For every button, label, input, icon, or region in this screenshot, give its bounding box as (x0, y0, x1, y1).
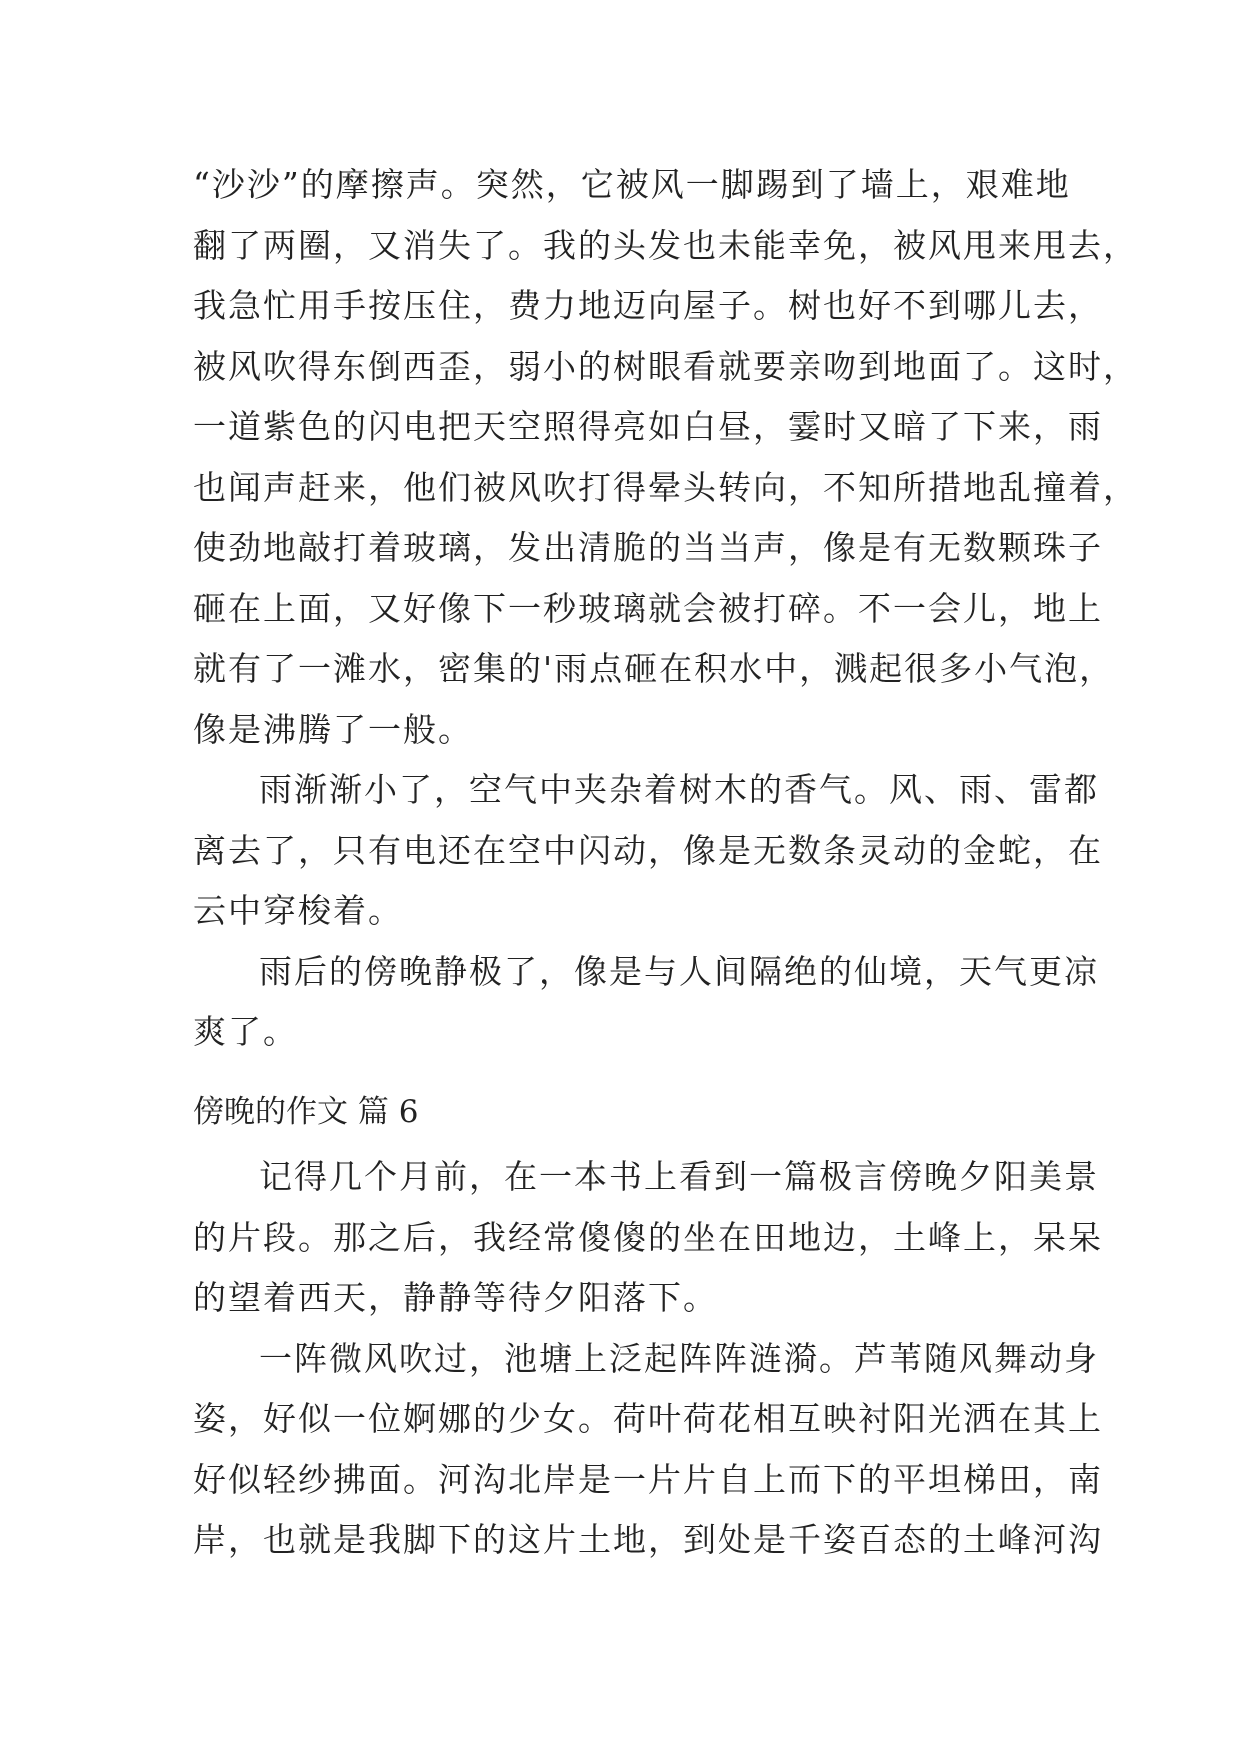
text-line: 我急忙用手按压住，费力地迈向屋子。树也好不到哪儿去， (193, 286, 1103, 325)
text-line: 离去了，只有电还在空中闪动，像是无数条灵动的金蛇，在 (193, 830, 1103, 870)
text-line: 一道紫色的闪电把天空照得亮如白昼，霎时又暗了下来，雨 (193, 407, 1103, 446)
text-line: 的望着西天，静静等待夕阳落下。 (193, 1278, 718, 1317)
section1-text (193, 155, 1138, 1063)
text-line: 爽了。 (193, 1012, 298, 1051)
text-line: 翻了两圈，又消失了。我的头发也未能幸免，被风甩来甩去， (193, 225, 1138, 265)
text-line: 好似轻纱拂面。河沟北岸是一片片自上而下的平坦梯田，南 (193, 1459, 1103, 1499)
text-line: 被风吹得东倒西歪，弱小的树眼看就要亲吻到地面了。这时， (193, 346, 1138, 386)
text-line: 岸，也就是我脚下的这片土地，到处是千姿百态的土峰河沟 (193, 1520, 1103, 1559)
text-line: 雨后的傍晚静极了，像是与人间隔绝的仙境，天气更凉 (259, 951, 1099, 991)
section2-text (193, 1147, 1103, 1571)
text-line: 云中穿梭着。 (193, 891, 403, 930)
text-line: 使劲地敲打着玻璃，发出清脆的当当声，像是有无数颗珠子 (193, 528, 1103, 567)
section-heading: 傍晚的作文 篇 6 (193, 1094, 419, 1130)
text-line: 也闻声赶来，他们被风吹打得晕头转向，不知所措地乱撞着， (193, 467, 1138, 507)
text-line: 姿，好似一位婀娜的少女。荷叶荷花相互映衬阳光洒在其上 (193, 1399, 1103, 1438)
text-line: 砸在上面，又好像下一秒玻璃就会被打碎。不一会儿，地上 (193, 588, 1103, 628)
text-line: 雨渐渐小了，空气中夹杂着树木的香气。风、雨、雷都 (259, 770, 1099, 809)
text-line: 记得几个月前，在一本书上看到一篇极言傍晚夕阳美景 (259, 1157, 1099, 1196)
text-line: 像是沸腾了一般。 (193, 709, 473, 749)
text-line: “沙沙”的摩擦声。突然，它被风一脚踢到了墙上，艰难地 (193, 165, 1071, 204)
text-line: 就有了一滩水，密集的'雨点砸在积水中，溅起很多小气泡， (193, 649, 1115, 688)
text-line: 一阵微风吹过，池塘上泛起阵阵涟漪。芦苇随风舞动身 (259, 1338, 1099, 1378)
text-line: 的片段。那之后，我经常傻傻的坐在田地边，土峰上，呆呆 (193, 1217, 1103, 1257)
